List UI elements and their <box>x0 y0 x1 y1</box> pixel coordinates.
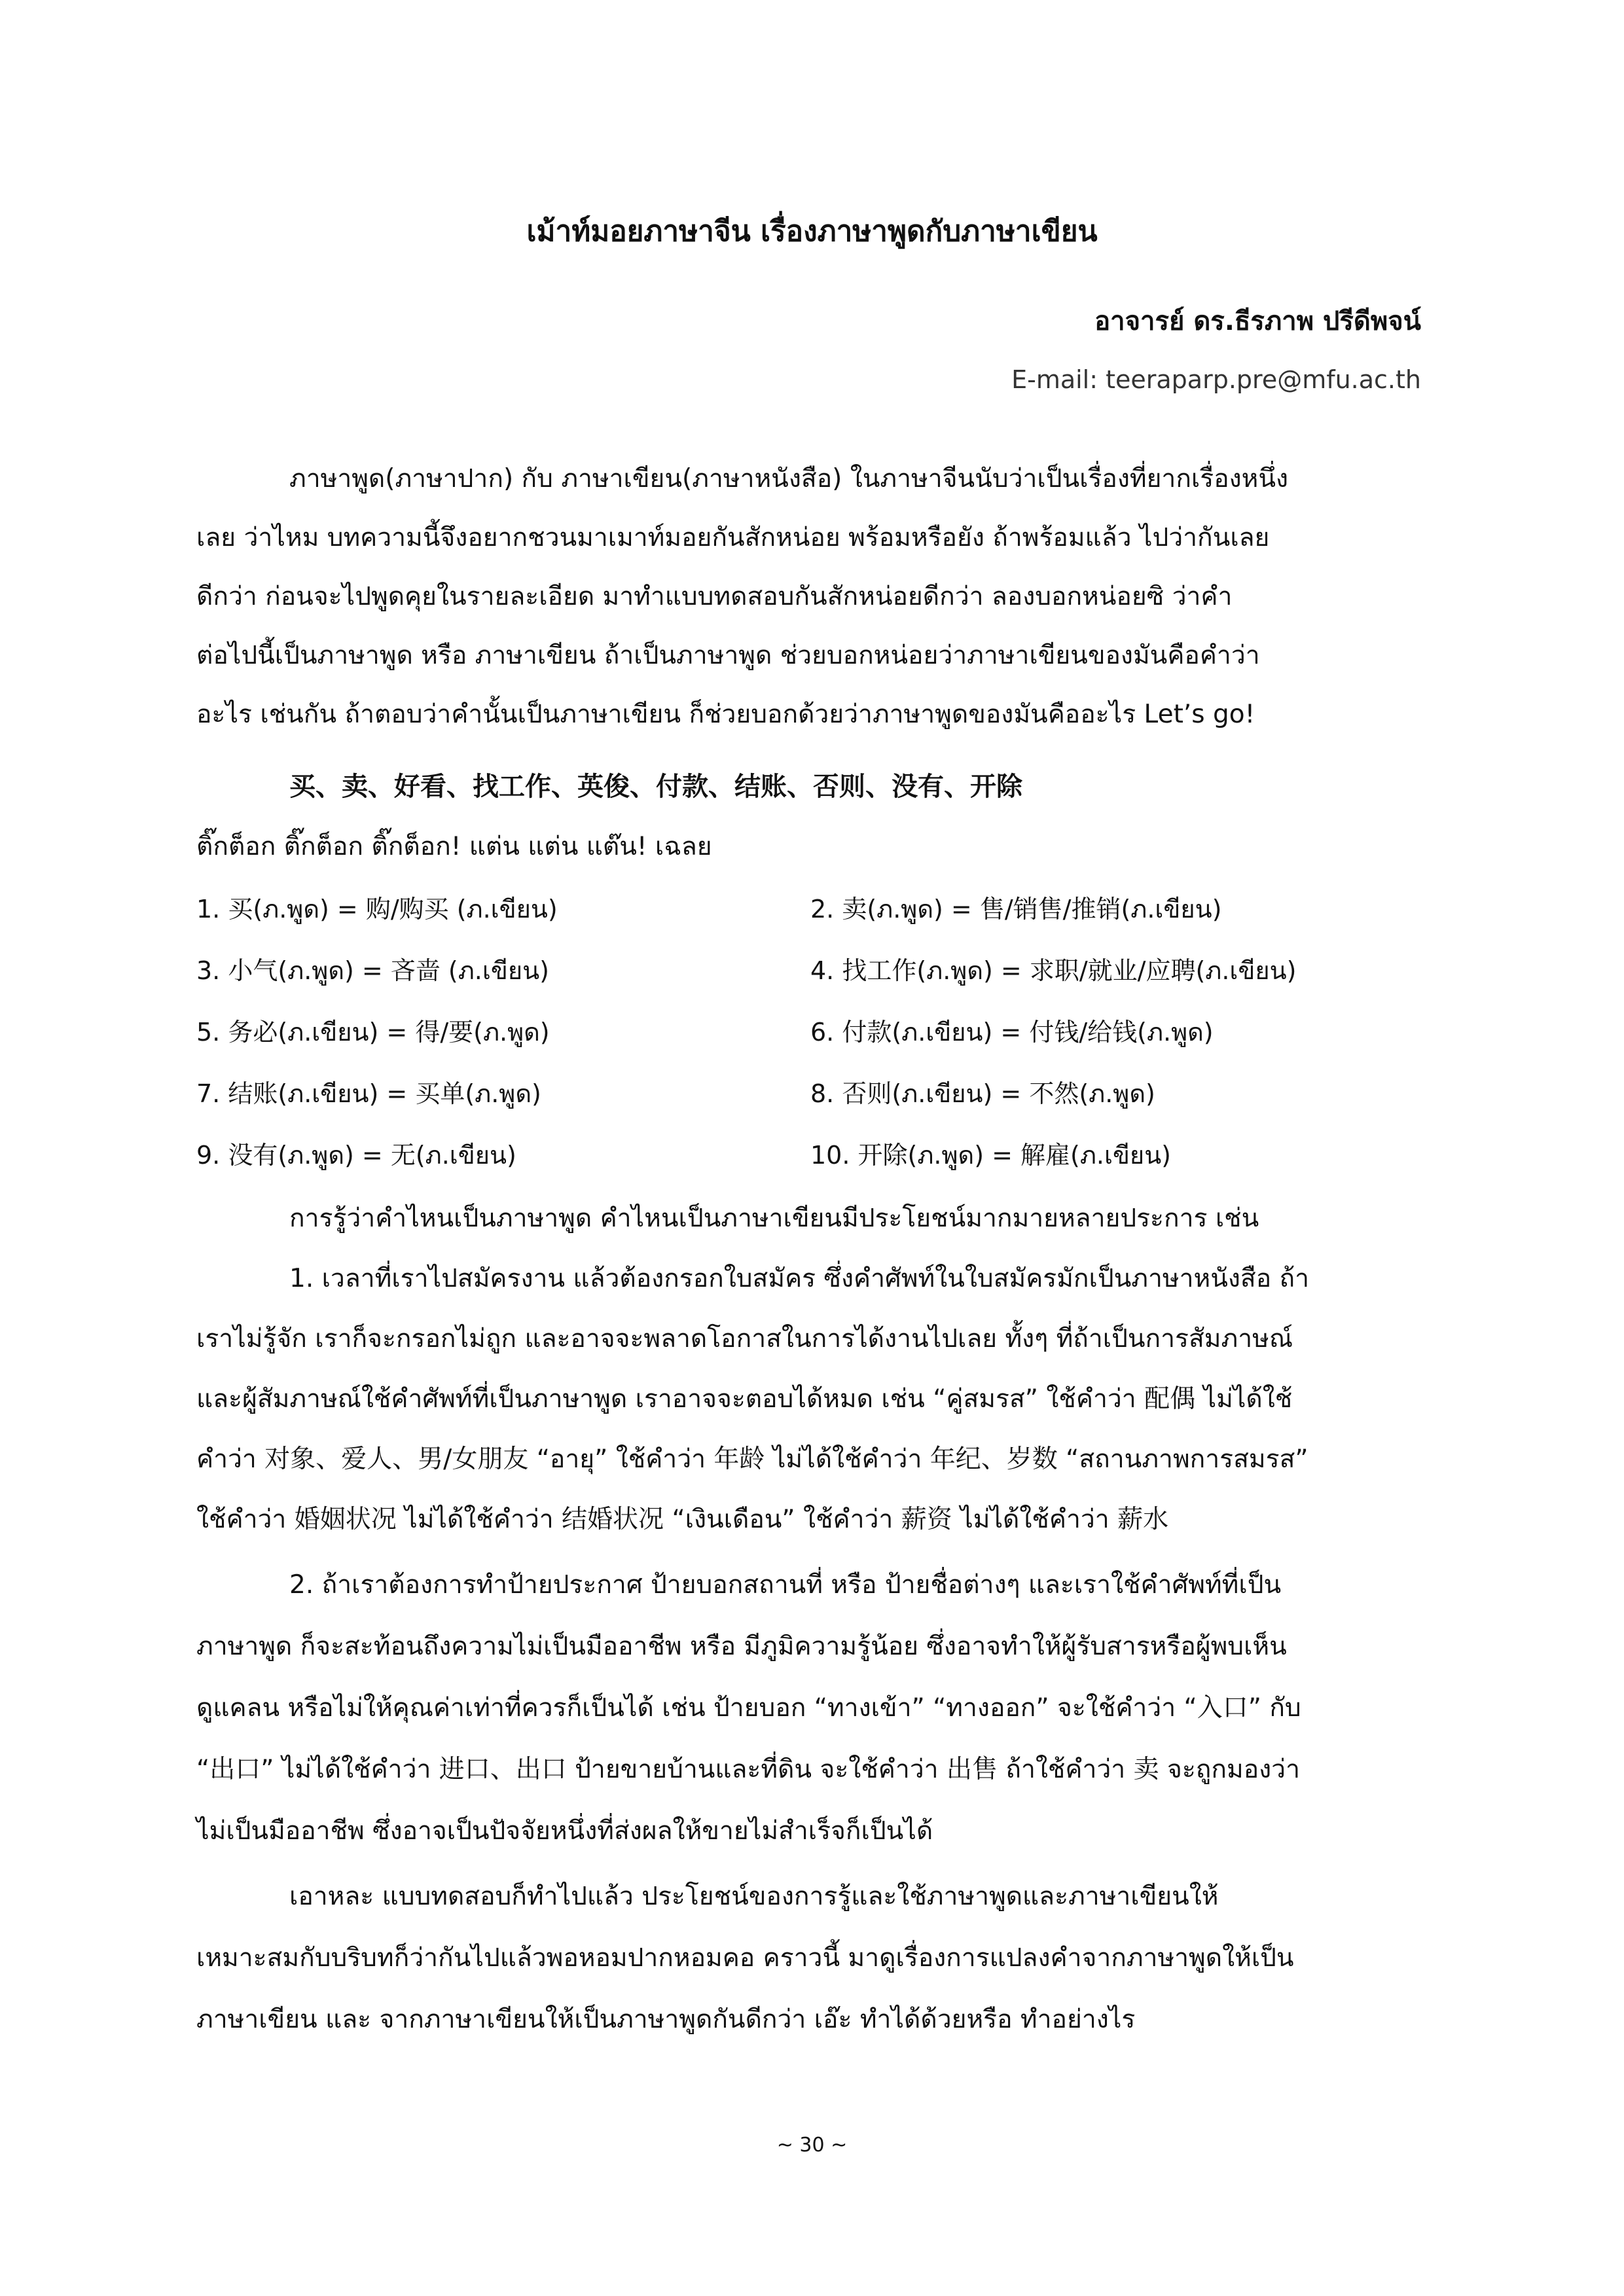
benefit-1-line: เราไม่รู้จัก เราก็จะกรอกไม่ถูก และอาจจะพลาดโอกาสในการได้งานไปเลย ทั้งๆ ที่ถ้าเป็นการสัมภาษณ์ <box>196 1324 1293 1354</box>
closing-line: เอาหละ แบบทดสอบก็ทำไปแล้ว ประโยชน์ของการรู้และใช้ภาษาพูดและภาษาเขียนให้ <box>289 1882 1219 1911</box>
benefit-1-line: 1. เวลาที่เราไปสมัครงาน แล้วต้องกรอกใบสมัคร ซึ่งคำศัพท์ในใบสมัครมักเป็นภาษาหนังสือ ถ้า <box>289 1264 1310 1293</box>
benefit-2-line: ไม่เป็นมืออาชีพ ซึ่งอาจเป็นปัจจัยหนึ่งที่ส่งผลให้ขายไม่สำเร็จก็เป็นได้ <box>196 1816 933 1846</box>
quiz-words: 买、卖、好看、找工作、英俊、付款、结账、否则、没有、开除 <box>289 772 1022 802</box>
benefit-1-line: และผู้สัมภาษณ์ใช้คำศัพท์ที่เป็นภาษาพูด เราอาจจะตอบได้หมด เช่น “คู่สมรส” ใช้คำว่า 配偶 ไม่ได้ใช้ <box>196 1384 1293 1414</box>
answer-item: 8. 否则(ภ.เขียน) = 不然(ภ.พูด) <box>810 1079 1155 1108</box>
answer-item: 7. 结账(ภ.เขียน) = 买单(ภ.พูด) <box>196 1079 541 1108</box>
author-email: E-mail: teeraparp.pre@mfu.ac.th <box>1011 365 1421 394</box>
answer-item: 4. 找工作(ภ.พูด) = 求职/就业/应聘(ภ.เขียน) <box>810 956 1297 985</box>
closing-line: ภาษาเขียน และ จากภาษาเขียนให้เป็นภาษาพูดกันดีกว่า เอ๊ะ ทำได้ด้วยหรือ ทำอย่างไร <box>196 2005 1136 2034</box>
answer-item: 9. 没有(ภ.พูด) = 无(ภ.เขียน) <box>196 1141 516 1170</box>
intro-line: เลย ว่าไหม บทความนี้จึงอยากชวนมาเมาท์มอยกันสักหน่อย พร้อมหรือยัง ถ้าพร้อมแล้ว ไปว่ากันเลย <box>196 523 1270 552</box>
benefits-lead: การรู้ว่าคำไหนเป็นภาษาพูด คำไหนเป็นภาษาเขียนมีประโยชน์มากมายหลายประการ เช่น <box>289 1204 1259 1233</box>
answer-item: 2. 卖(ภ.พูด) = 售/销售/推销(ภ.เขียน) <box>810 895 1222 924</box>
benefit-2-line: ดูแคลน หรือไม่ให้คุณค่าเท่าที่ควรก็เป็นได้ เช่น ป้ายบอก “ทางเข้า” “ทางออก” จะใช้คำว่า “入口” กับ <box>196 1693 1301 1723</box>
intro-line: ต่อไปนี้เป็นภาษาพูด หรือ ภาษาเขียน ถ้าเป็นภาษาพูด ช่วยบอกหน่อยว่าภาษาเขียนของมันคือคำว่า <box>196 641 1260 670</box>
author-name: อาจารย์ ดร.ธีรภาพ ปรีดีพจน์ <box>1094 306 1421 336</box>
benefit-2-line: “出口” ไม่ได้ใช้คำว่า 进口、出口 ป้ายขายบ้านและที่ดิน จะใช้คำว่า 出售 ถ้าใช้คำว่า 卖 จะถูกมองว่า <box>196 1755 1300 1784</box>
answer-item: 1. 买(ภ.พูด) = 购/购买 (ภ.เขียน) <box>196 895 558 924</box>
benefit-1-line: ใช้คำว่า 婚姻状况 ไม่ได้ใช้คำว่า 结婚状况 “เงินเดือน” ใช้คำว่า 薪资 ไม่ได้ใช้คำว่า 薪水 <box>196 1505 1169 1534</box>
benefit-1-line: คำว่า 对象、爱人、男/女朋友 “อายุ” ใช้คำว่า 年龄 ไม่ได้ใช้คำว่า 年纪、岁数 “สถานภาพการสมรส” <box>196 1444 1308 1474</box>
reveal-line: ติ๊กต็อก ติ๊กต็อก ติ๊กต็อก! แต่น แต่น แต๊น! เฉลย <box>196 832 712 861</box>
intro-line: ภาษาพูด(ภาษาปาก) กับ ภาษาเขียน(ภาษาหนังสือ) ในภาษาจีนนับว่าเป็นเรื่องที่ยากเรื่องหนึ่ง <box>289 464 1289 493</box>
benefit-2-line: ภาษาพูด ก็จะสะท้อนถึงความไม่เป็นมืออาชีพ หรือ มีภูมิความรู้น้อย ซึ่งอาจทำให้ผู้รับสารหรือผู้พบเห็น <box>196 1632 1287 1661</box>
answer-item: 5. 务必(ภ.เขียน) = 得/要(ภ.พูด) <box>196 1018 550 1047</box>
answer-item: 3. 小气(ภ.พูด) = 吝啬 (ภ.เขียน) <box>196 956 549 985</box>
benefit-2-line: 2. ถ้าเราต้องการทำป้ายประกาศ ป้ายบอกสถานที่ หรือ ป้ายชื่อต่างๆ และเราใช้คำศัพท์ที่เป็น <box>289 1570 1282 1600</box>
intro-line: อะไร เช่นกัน ถ้าตอบว่าคำนั้นเป็นภาษาเขียน ก็ช่วยบอกด้วยว่าภาษาพูดของมันคืออะไร Let’s go! <box>196 700 1255 729</box>
page-number: ~ 30 ~ <box>776 2134 848 2157</box>
intro-line: ดีกว่า ก่อนจะไปพูดคุยในรายละเอียด มาทำแบบทดสอบกันสักหน่อยดีกว่า ลองบอกหน่อยซิ ว่าคำ <box>196 582 1233 611</box>
article-title: เม้าท์มอยภาษาจีน เรื่องภาษาพูดกับภาษาเขียน <box>526 215 1098 248</box>
answer-item: 6. 付款(ภ.เขียน) = 付钱/给钱(ภ.พูด) <box>810 1018 1214 1047</box>
closing-line: เหมาะสมกับบริบทก็ว่ากันไปแล้วพอหอมปากหอมคอ คราวนี้ มาดูเรื่องการแปลงคำจากภาษาพูดให้เป็น <box>196 1943 1294 1973</box>
answer-item: 10. 开除(ภ.พูด) = 解雇(ภ.เขียน) <box>810 1141 1172 1170</box>
